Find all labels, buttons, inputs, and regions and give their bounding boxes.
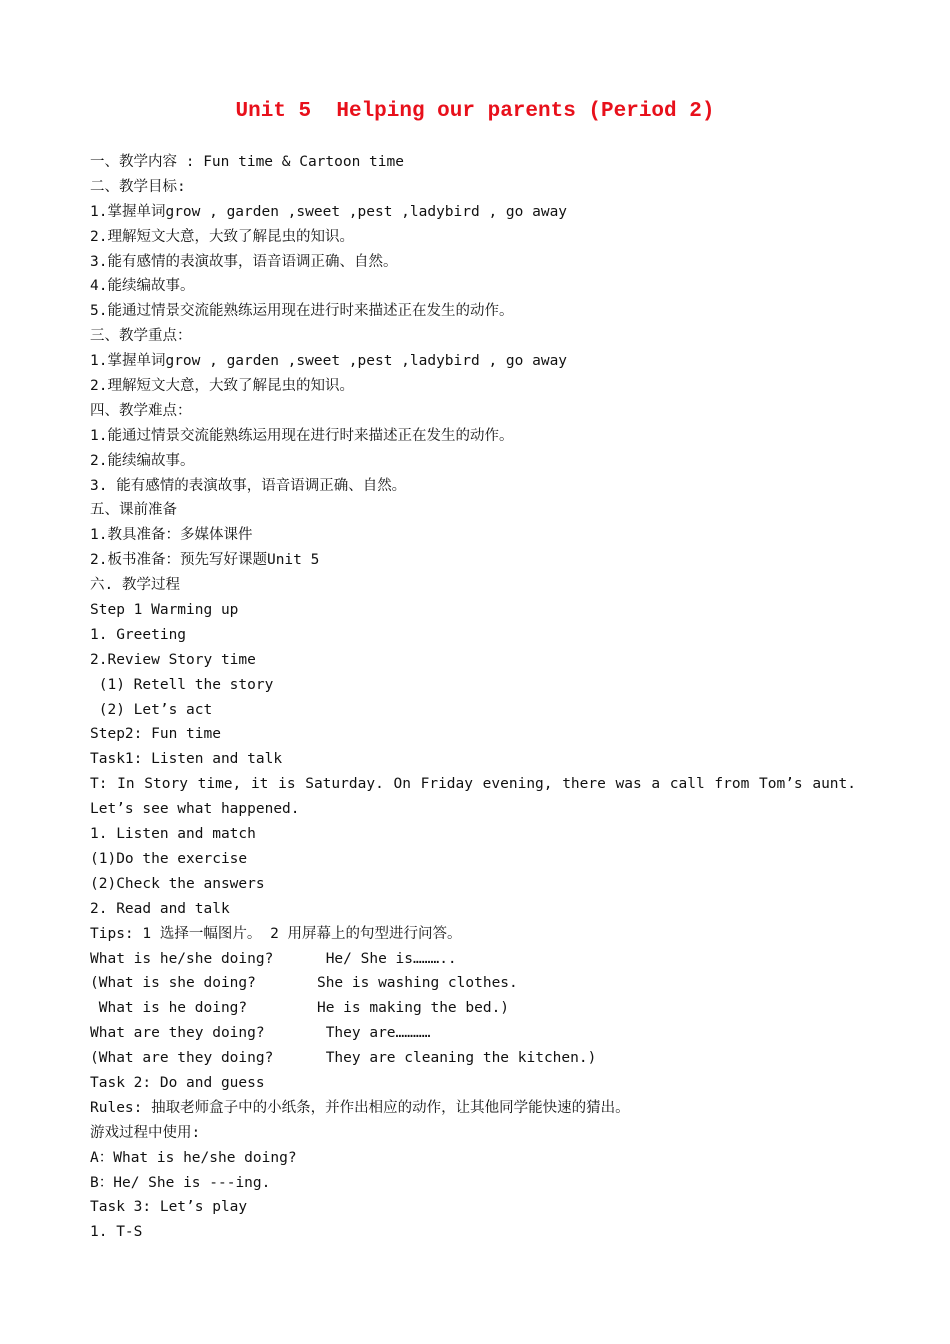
text-line: Rules: 抽取老师盒子中的小纸条，并作出相应的动作，让其他同学能快速的猜出。 [90, 1099, 630, 1116]
text-line: Let’s see what happened. [90, 801, 300, 818]
text-line: 1. Listen and match [90, 826, 256, 843]
text-line: 1. T-S [90, 1224, 143, 1241]
document-title: Unit 5 Helping our parents (Period 2) [235, 100, 715, 123]
text-line: 1.掌握单词grow , garden ,sweet ,pest ,ladybird , go away [90, 353, 568, 370]
text-line: 1. Greeting [90, 626, 187, 643]
text-line: 1.掌握单词grow , garden ,sweet ,pest ,ladybird , go away [90, 203, 568, 220]
text-line: 5.能通过情景交流能熟练运用现在进行时来描述正在发生的动作。 [90, 303, 514, 320]
text-line: T: In Story time, it is Saturday. On Friday evening, there was a call from Tom’s aunt. [90, 776, 856, 793]
text-line: 4.能续编故事。 [90, 278, 195, 295]
text-line: What are they doing? They are………… [90, 1025, 431, 1042]
text-line: 2.理解短文大意，大致了解昆虫的知识。 [90, 378, 354, 395]
text-line: 2.板书准备：预先写好课题Unit 5 [90, 552, 320, 569]
text-line: What is he doing? He is making the bed.) [90, 1000, 510, 1017]
document-body [90, 150, 870, 1245]
text-line: (1)Do the exercise [90, 850, 248, 867]
text-line: 三、教学重点： [90, 328, 192, 345]
text-line: B：He/ She is ---ing. [90, 1174, 271, 1191]
text-line: (1) Retell the story [90, 676, 274, 693]
text-line: 1.教具准备：多媒体课件 [90, 527, 253, 544]
text-line: A：What is he/she doing? [90, 1149, 297, 1166]
text-line: 3. 能有感情的表演故事，语音语调正确、自然。 [90, 477, 407, 494]
text-line: 2.Review Story time [90, 651, 256, 668]
text-line: 六. 教学过程 [90, 577, 180, 594]
text-line: Task 2: Do and guess [90, 1074, 265, 1091]
text-line: Step 1 Warming up [90, 602, 239, 619]
text-line: (2) Let’s act [90, 701, 213, 718]
text-line: 2.理解短文大意，大致了解昆虫的知识。 [90, 228, 354, 245]
text-line: 二、教学目标: [90, 178, 186, 195]
text-line: (2)Check the answers [90, 875, 265, 892]
text-line: 四、教学难点： [90, 402, 192, 419]
text-line: What is he/she doing? He/ She is……….. [90, 950, 457, 967]
text-line: 五、课前准备 [90, 502, 177, 519]
text-line: (What are they doing? They are cleaning the kitchen.) [90, 1050, 597, 1067]
text-line: Task1: Listen and talk [90, 751, 283, 768]
text-line: Tips: 1 选择一幅图片。 2 用屏幕上的句型进行问答。 [90, 925, 462, 942]
text-line: 2.能续编故事。 [90, 452, 195, 469]
text-line: Step2: Fun time [90, 726, 221, 743]
text-line: 1.能通过情景交流能熟练运用现在进行时来描述正在发生的动作。 [90, 427, 514, 444]
text-line: 游戏过程中使用: [90, 1124, 201, 1141]
text-line: 一、教学内容 : Fun time & Cartoon time [90, 154, 404, 170]
text-line: 2. Read and talk [90, 900, 230, 917]
text-line: (What is she doing? She is washing clothes. [90, 975, 518, 992]
text-line: Task 3: Let’s play [90, 1199, 248, 1216]
text-line: 3.能有感情的表演故事，语音语调正确、自然。 [90, 253, 398, 270]
